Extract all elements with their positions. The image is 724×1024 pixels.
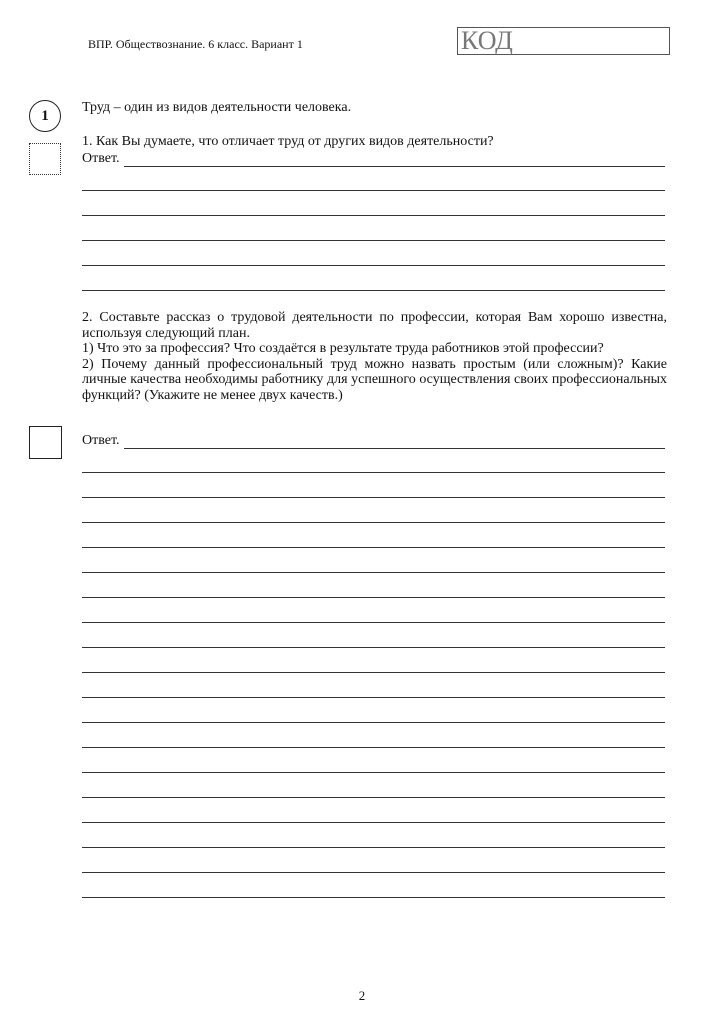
answer-line[interactable] xyxy=(82,497,665,498)
plan-item-1: 1) Что это за профессия? Что создаётся в результате труда работников этой профессии? xyxy=(82,341,604,356)
answer-line[interactable] xyxy=(82,847,665,848)
answer-line[interactable] xyxy=(82,572,665,573)
plan-item-2: 2) Почему данный профессиональный труд можно назвать простым (или сложным)? Какие личные качества необходимы работнику для успешного осуществления своих профессиональных функций? (Укажите не менее двух качеств.) xyxy=(82,356,667,403)
question-1: 1. Как Вы думаете, что отличает труд от других видов деятельности? xyxy=(82,134,494,149)
code-label: КОД xyxy=(461,26,513,55)
answer-1-line xyxy=(124,155,665,167)
answer-line[interactable] xyxy=(82,472,665,473)
answer-line[interactable] xyxy=(82,772,665,773)
answer-2-label: Ответ. xyxy=(82,433,120,448)
code-field[interactable] xyxy=(457,27,670,55)
task-number-badge: 1 xyxy=(29,100,61,132)
answer-line[interactable] xyxy=(82,290,665,291)
answer-line[interactable] xyxy=(82,747,665,748)
page-number: 2 xyxy=(358,988,366,1003)
answer-line[interactable] xyxy=(82,597,665,598)
answer-line[interactable] xyxy=(82,822,665,823)
score-box-2[interactable] xyxy=(29,426,62,459)
question-2 xyxy=(82,310,667,403)
answer-1-field[interactable] xyxy=(82,151,665,167)
answer-line[interactable] xyxy=(82,190,665,191)
answer-2-field[interactable] xyxy=(82,433,665,449)
answer-line[interactable] xyxy=(82,265,665,266)
question-2-text: 2. Составьте рассказ о трудовой деятельности по профессии, которая Вам хорошо известна, используя следующий план. xyxy=(82,310,667,341)
answer-line[interactable] xyxy=(82,622,665,623)
task-intro: Труд – один из видов деятельности человека. xyxy=(82,100,352,115)
answer-line[interactable] xyxy=(82,897,665,898)
answer-line[interactable] xyxy=(82,522,665,523)
answer-line[interactable] xyxy=(82,240,665,241)
answer-line[interactable] xyxy=(82,547,665,548)
answer-2-line xyxy=(124,437,665,449)
answer-line[interactable] xyxy=(82,797,665,798)
document-header: ВПР. Обществознание. 6 класс. Вариант 1 xyxy=(88,37,303,51)
answer-line[interactable] xyxy=(82,872,665,873)
answer-line[interactable] xyxy=(82,215,665,216)
answer-1-label: Ответ. xyxy=(82,151,120,166)
answer-line[interactable] xyxy=(82,672,665,673)
answer-line[interactable] xyxy=(82,647,665,648)
answer-line[interactable] xyxy=(82,697,665,698)
score-box-1[interactable] xyxy=(29,143,61,175)
answer-line[interactable] xyxy=(82,722,665,723)
